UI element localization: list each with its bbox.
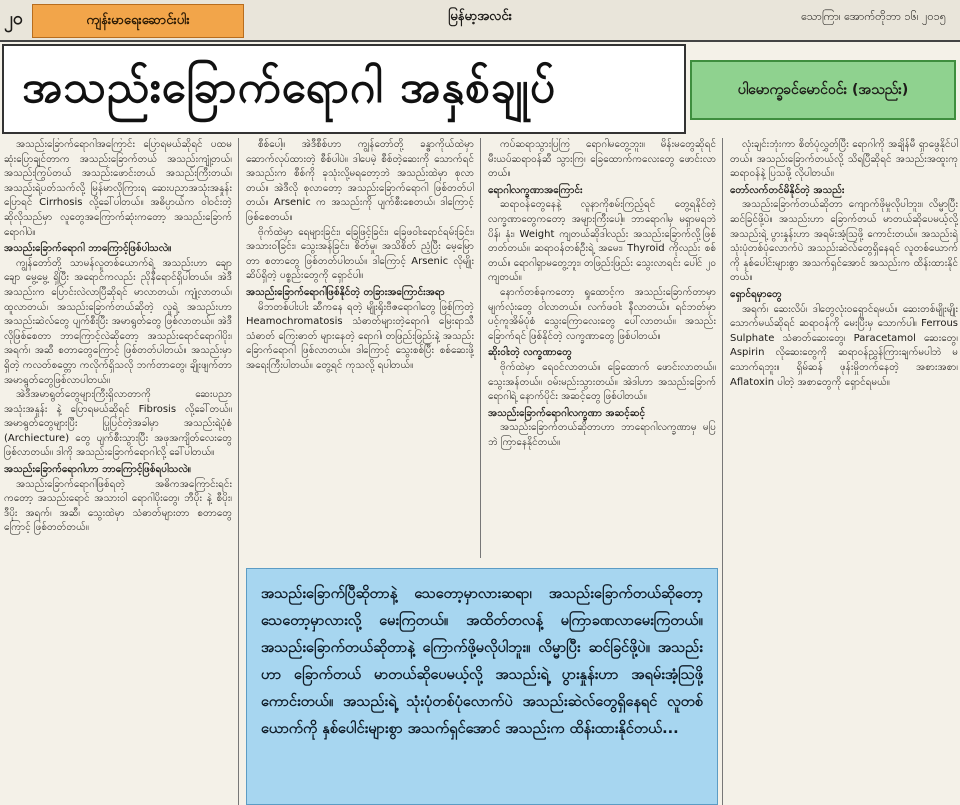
newspaper-name: မြန်မာ့အလင်း <box>448 9 512 24</box>
subheading: ဆိုးဝါးတဲ့ လက္ခဏာတွေ <box>488 347 572 359</box>
section-label: ကျန်းမာရေးဆောင်းပါး <box>32 4 244 38</box>
paragraph: ဆရာဝန်တွေနေနဲ့ လူနာကိုစမ်းကြည့်ရင် တွေ့ရနိုင်တဲ့ လက္ခဏာတွေကတော့ အများကြီးပေါ့။ ဘာရောဂါမှ မရှာမရဘဲ ပိန်၊ နုံး၊ Weight ကျတယ်ဆိုဒါလည်း အသည်းခြောက်လို့ဖြစ်တတ်တယ်။ ဆရာဝန်တစ်ဦးရဲ့ အမေး၊ Thyroid ကိုလည်း စစ်တယ်။ ရောဂါရှာမတွေ့ဘူး၊ တဖြည်းဖြည်း သွေးလာရင်း ပေါင် ၂၀ ကျတယ်။ <box>488 199 716 284</box>
paragraph: ကျွန်တော်တို့ သာမန်လူတစ်ယောက်ရဲ့ အသည်းဟာ ချောချော မွေ့မွေ့ ရှိပြီး အရောင်ကလည်း ညိုနီရောင်ရှိပါတယ်။ အဲဒီအသည်းက ပြောင်းလဲလာပြီဆိုရင် မာလာတယ်၊ ကျုံ့လာတယ်၊ ထူလာတယ်၊ အသည်းခြောက်တယ်ဆိုတဲ့ လူရဲ့ အသည်းဟာ အသည်းဆဲလ်တွေ ပျက်စီးပြီး အမာရွတ်တွေ ဖြစ်လာတယ်။ အဲဒီလိုဖြစ်စေတာ ဘာကြောင့်လဲဆိုတော့ အသည်းရောင်ရောဂါပိုး၊ အရက်၊ အဆီ စတာတွေကြောင့် ဖြစ်တတ်ပါတယ်။ အသည်းမှာရှိတဲ့ ကလတ်စတ္တော ကလိုက်ရှိသလို ဘက်တာတွေ၊ ချိုးဖျက်တာ အမာရွတ်တွေဖြစ်လာပါတယ်။ <box>4 257 232 386</box>
article-body <box>2 138 958 805</box>
column-divider <box>238 138 239 805</box>
column-4 <box>730 138 958 805</box>
pull-quote: အသည်းခြောက်ပြီဆိုတာနဲ့ သေတော့မှာလားဆရာ၊ အသည်းခြောက်တယ်ဆိုတော့ သေတော့မှာလားလို့ မေးကြတယ်။ အထိတ်တလန့် မကြာခဏလာမေးကြတယ်။ အသည်းခြောက်တယ်ဆိုတာနဲ့ ကြောက်ဖို့မလိုပါဘူး။ လိမ္မာပြီး ဆင်ခြင်ဖို့ပဲ။ အသည်းဟာ ခြောက်တယ် မာတယ်ဆိုပေမယ့်လို့ အသည်းရဲ့ ပွားနှုန်းဟာ အရမ်းအံ့သြဖို့ ကောင်းတယ်။ အသည်းရဲ့ သုံးပုံတစ်ပုံလောက်ပဲ အသည်းဆဲလ်တွေရှိနေရင် လူတစ်ယောက်ကို နှစ်ပေါင်းများစွာ အသက်ရှင်အောင် အသည်းက ထိန်းထားနိုင်တယ်... <box>246 568 718 805</box>
paragraph: အရက်၊ ဆေးလိပ်၊ ဒါတွေလုံးဝရှောင်ရမယ်။ ဆေးတစ်မျိုးမျိုး သောက်မယ်ဆိုရင် ဆရာဝန်ကို မေးပြီးမှ သောက်ပါ။ Ferrous Sulphate သံဓာတ်ဆေးတွေ၊ Paracetamol ဆေးတွေ၊ Aspirin လိုဆေးတွေကို ဆရာဝန်ညွှန်ကြားချက်မပါဘဲ မသောက်ရဘူး။ ရှိမ်ဆန် ဖုန်းမှိုတက်နေတဲ့ အစားအစာ၊ Aflatoxin ပါတဲ့ အစာတွေကို ရှောင်ရမယ်။ <box>730 303 958 388</box>
issue-date: သောကြာ၊ အောက်တိုဘာ ၁၆၊ ၂၀၁၅ <box>801 10 946 23</box>
paragraph: နောက်တစ်ခုကတော့ ရှုထောင့်က အသည်းခြောက်တာမှာ မျက်လုံးတွေ ဝါလာတယ်။ လက်ဖဝါး နီလာတယ်။ ရင်ဘတ်မှာ ပင့်ကူအိမ်ပုံစံ သွေးကြောလေးတွေ ပေါ်လာတယ်။ အသည်းခြောက်ရင် ဖြစ်နိုင်တဲ့ လက္ခဏာတွေ ဖြစ်ပါတယ်။ <box>488 286 716 342</box>
subheading: အသည်းခြောက်ရောဂါဖြစ်နိုင်တဲ့ တခြားအကြောင်းအရာ <box>246 286 445 298</box>
author-byline: ပါမောက္ခခင်မောင်ဝင်း (အသည်း) <box>690 60 956 120</box>
page-number: ၂၀ <box>4 8 23 29</box>
subheading: အသည်းခြောက်ရောဂါ ဘာကြောင့်ဖြစ်ပါသလဲ။ <box>4 243 172 255</box>
column-divider <box>480 138 481 558</box>
subheading: အသည်းခြောက်ရောဂါဟာ ဘာကြောင့်ဖြစ်ရပါသလဲ။ <box>4 464 191 476</box>
paragraph: အသည်းခြောက်ရောဂါအကြောင်း ပြောရမယ်ဆိုရင် ပထမဆုံးပြောချင်တာက အသည်းခြောက်တယ် အသည်းကျုံ့တယ်၊ အသည်းကြွပ်တယ် အသည်းဖောင်းတယ် အသည်းကြီးတယ်၊ အသည်းရဲ့ပတ်သက်လို့ မြန်မာလိုကြားရ ဆေးပညာအသုံးအနှုန်းပြောရင် Cirrhosis လို့ခေါ်ပါတယ်။ အဓိပ္ပာယ်က ဝါဝင်းတဲ့ဆိုလိုသည်မှာ လူတွေအကြောက်ဆုံးကတော့ အသည်းခြောက်ရောဂါပဲ။ <box>4 139 232 238</box>
paragraph: အသည်းခြောက်တယ်ဆိုတာ ကျောက်ဖိုမှုလိုပါဘူး။ လိမ္မာပြီး ဆင်ခြင်ဖို့ပဲ။ အသည်းဟာ ခြောက်တယ် မာတယ်ဆိုပေမယ့်လို့ အသည်းရဲ့ ပွားနှုန်းဟာ အရမ်းအံ့သြဖို့ ကောင်းတယ်။ အသည်းရဲ့ သုံးပုံတစ်ပုံလောက်ပဲ အသည်းဆဲလ်တွေရှိနေရင် လူတစ်ယောက်ကို နှစ်ပေါင်းများစွာ အသက်ရှင်အောင် အသည်းက ထိန်းထားနိုင်တယ်။ <box>730 199 958 284</box>
paragraph: ဗိုက်ထဲမှာ ရေဝင်လာတယ်။ ခြေထောက် ဖောင်းလာတယ်။ သွေးအန်တယ်။ ဝမ်းမည်းသွားတယ်။ အဲဒါဟာ အသည်းခြောက်ရောဂါရဲ့ နောက်ပိုင်း အဆင့်တွေ ဖြစ်ပါတယ်။ <box>488 361 716 403</box>
masthead-bar <box>0 0 960 42</box>
headline: အသည်းခြောက်ရောဂါ အနှစ်ချုပ် <box>22 62 556 113</box>
headline-box <box>2 44 686 134</box>
subheading: အသည်းခြောက်ရောဂါလက္ခဏာ အဆင့်ဆင့် <box>488 407 646 419</box>
paragraph: လုံးချင်းဘုံးကာ စိတ်ပုံလွှတ်ပြီး ရောဂါကို အချိန်မီ ရှာဖွေနိုင်ပါတယ်။ အသည်းခြောက်တယ်လို့ သိရပြီဆိုရင် အသည်းအထူးကု ဆရာဝန်နဲ့ ပြသဖို့ လိုပါတယ်။ <box>730 139 958 180</box>
paragraph: ဗိုက်ထဲမှာ ရေများခြင်း၊ ခြေဖြင့်ခြင်း၊ ခြေဖဝါးရောင်ရမ်းခြင်း၊ အသားဝါခြင်း၊ သွေးအန်ခြင်း၊ စိတ်မှု၊ အသိစိတ် ညံ့ပြီး မေ့မြောတာ စတာတွေ ဖြစ်တတ်ပါတယ်။ ဒါကြောင့် Arsenic လိုမျိုး ဆိပ်ရှိတဲ့ ပစ္စည်းတွေကို ရှောင်ပါ။ <box>246 226 474 282</box>
paragraph: ကပ်ဆရာသွားပြကြ ရောဂါမတွေ့ဘူး။ မိန်းမတွေဆိုရင် မီးယပ်ဆရာဝန်ဆီ သွားကြ၊ ခြေထောက်ကလေးတွေ ဖောင်းလာတယ်။ <box>488 139 716 180</box>
paragraph: အဲဒီအမာရွတ်တွေများကြီးရှိလာတာကို ဆေးပညာအသုံးအနှုန်း နဲ့ ပြောရမယ်ဆိုရင် Fibrosis လို့ခေါ်တယ်။ အမာရွတ်တွေများပြီး ပြုပြင်တဲ့အခါမှာ အသည်းရဲ့ပုံစံ (Archiecture) တွေ ပျက်စီးသွားပြီး အဖုအကျိတ်လေးတွေဖြစ်လာတယ်။ ဒါကို အသည်းခြောက်ရောဂါလို့ ခေါ်ပါတယ်။ <box>4 389 232 459</box>
subheading: ရှောင်ရမှာတွေ <box>730 288 782 300</box>
column-3 <box>488 138 716 558</box>
paragraph: အသည်းခြောက်တယ်ဆိုတာဟာ ဘာရောဂါလက္ခဏာမှ မပြဘဲ ကြာနေနိုင်တယ်။ <box>488 422 716 448</box>
paragraph: အသည်းခြောက်ရောဂါဖြစ်ရတဲ့ အဓိကအကြောင်းရင်းကတော့ အသည်းရောင် အသားဝါ ရောဂါပိုးတွေ၊ ဘီပိုး နဲ့ စီပိုး၊ ဒီပိုး အရက်၊ အဆီ၊ သွေးထဲမှာ သံဓာတ်များတာ စတာတွေကြောင့် ဖြစ်တတ်တယ်။ <box>4 478 232 534</box>
column-1 <box>4 138 232 805</box>
subheading: တော်လက်တင်မိနိုင်တဲ့ အသည်း <box>730 184 845 196</box>
paragraph: မိဘတစ်ပါးပါး ဆီကနေ ရတဲ့ မျိုးရိုးဗီဇရောဂါတွေ ဖြစ်ကြတဲ့ Heamochromatosis သံဓာတ်များတဲ့ရောဂါ၊ မြေးရာသီ သံဓာတ် ကြေးဓာတ် များနေတဲ့ ရောဂါ၊ တဖြည်းဖြည်းနဲ့ အသည်းခြောက်ရောဂါ ဖြစ်လာတယ်။ ဒါကြောင့် သွေးစစ်ပြီး စစ်ဆေးဖို့ အရေးကြီးပါတယ်။ တွေ့ရင် ကုသလို့ ရပါတယ်။ <box>246 301 474 371</box>
subheading: ရောဂါလက္ခဏာအကြောင်း <box>488 184 583 196</box>
column-2 <box>246 138 474 558</box>
paragraph: စီစ်ပေါ့။ အဲဒီစီစ်ဟာ ကျွန်တော်တို့ ခန္ဓာကိုယ်ထဲမှာ ဆောက်လုပ်ထားတဲ့ စီစ်ပါပဲ။ ဒါပေမဲ့ စီစ်တဲ့ဆေးကို သောက်ရင် အသည်းက စီစ်ကို ခုသုံးလို့မရတော့ဘဲ အသည်းထဲမှာ စုလာတယ်။ အဲဒီလို စုလာတော့ အသည်းခြောက်ရောဂါ ဖြစ်တတ်ပါတယ်။ Arsenic က အသည်းကို ပျက်စီးစေတယ်၊ ဒါကြောင့် ဖြစ်စေတယ်။ <box>246 139 474 223</box>
column-divider <box>722 138 723 805</box>
